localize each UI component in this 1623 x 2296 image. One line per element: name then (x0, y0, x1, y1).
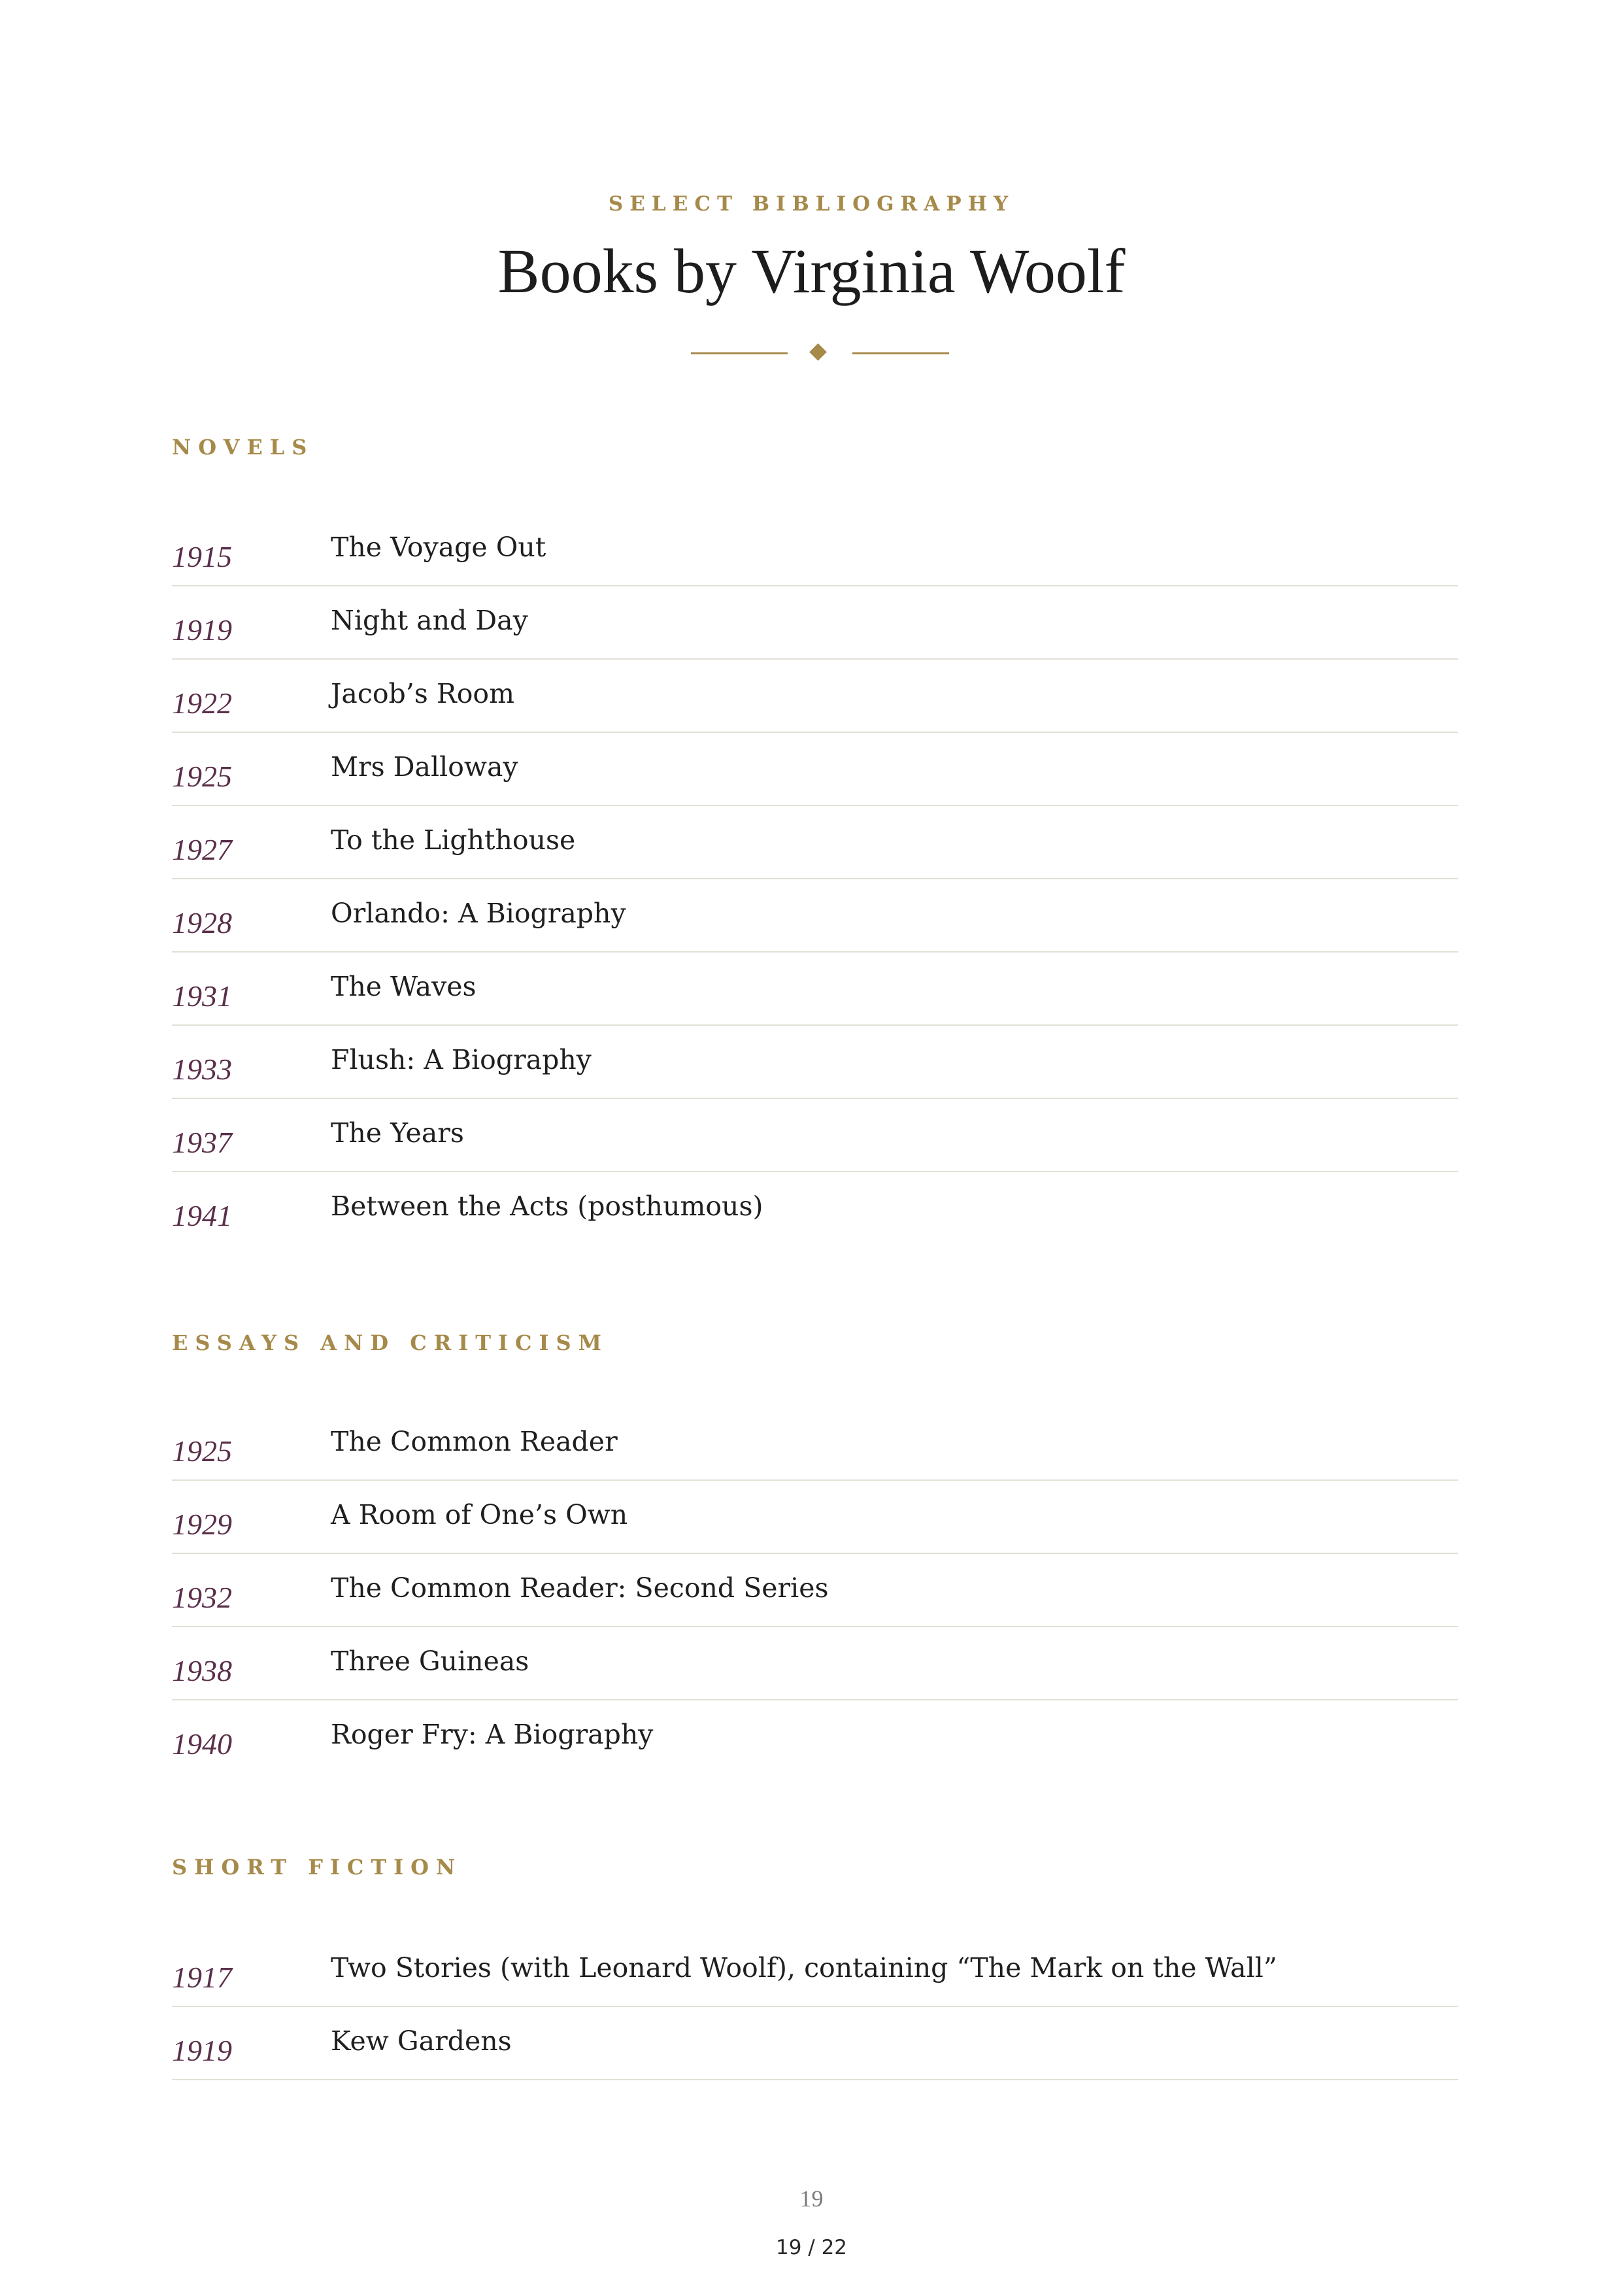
section-eyebrow: SELECT BIBLIOGRAPHY (608, 192, 1015, 216)
ornament-rule-left (691, 352, 788, 354)
entry-title: Mrs Dalloway (331, 751, 518, 783)
entry-year: 1932 (172, 1581, 232, 1614)
essays-list (172, 1408, 1458, 1774)
entry-title: The Common Reader (331, 1426, 618, 1457)
list-item (172, 1700, 1458, 1774)
list-item (172, 586, 1458, 660)
entry-title: A Room of One’s Own (331, 1499, 628, 1530)
list-item (172, 2007, 1458, 2080)
list-item (172, 953, 1458, 1026)
entry-title: Three Guineas (331, 1646, 529, 1677)
entry-year: 1915 (172, 540, 232, 573)
entry-title: Night and Day (331, 605, 528, 636)
entry-title: Between the Acts (posthumous) (331, 1190, 763, 1222)
entry-title: The Years (331, 1117, 464, 1149)
entry-year: 1940 (172, 1727, 232, 1761)
entry-title: The Voyage Out (331, 532, 546, 563)
entry-title: The Common Reader: Second Series (331, 1572, 829, 1604)
list-item (172, 1554, 1458, 1627)
entry-title: The Waves (331, 971, 477, 1002)
list-item (172, 879, 1458, 953)
list-item (172, 660, 1458, 733)
entry-year: 1917 (172, 1961, 232, 1994)
page-title: Books by Virginia Woolf (497, 236, 1126, 306)
list-item (172, 1026, 1458, 1099)
entry-year: 1925 (172, 760, 232, 793)
title-ornament (0, 343, 1623, 363)
diamond-icon (809, 343, 827, 361)
entry-year: 1937 (172, 1126, 232, 1159)
entry-year: 1922 (172, 686, 232, 720)
page-count-indicator: 19 / 22 (775, 2236, 848, 2259)
entry-title: Roger Fry: A Biography (331, 1719, 654, 1750)
list-item (172, 1481, 1458, 1554)
list-item (172, 1172, 1458, 1245)
entry-title: To the Lighthouse (331, 824, 576, 856)
list-item (172, 1934, 1458, 2007)
entry-title: Flush: A Biography (331, 1044, 592, 1075)
entry-title: Jacob’s Room (331, 678, 514, 709)
page-number: 19 (799, 2186, 824, 2212)
section-heading-novels: NOVELS (172, 435, 314, 460)
entry-year: 1928 (172, 906, 232, 939)
entry-year: 1933 (172, 1053, 232, 1086)
entry-year: 1931 (172, 979, 232, 1013)
entry-year: 1919 (172, 613, 232, 647)
list-item (172, 513, 1458, 586)
entry-year: 1929 (172, 1508, 232, 1541)
entry-year: 1919 (172, 2034, 232, 2067)
list-item (172, 1408, 1458, 1481)
list-item (172, 1627, 1458, 1700)
entry-title: Two Stories (with Leonard Woolf), containing “The Mark on the Wall” (331, 1952, 1277, 1984)
novels-list (172, 513, 1458, 1245)
section-heading-short-fiction: SHORT FICTION (172, 1855, 463, 1880)
short-fiction-list (172, 1934, 1458, 2080)
list-item (172, 806, 1458, 879)
entry-year: 1941 (172, 1199, 232, 1232)
entry-title: Kew Gardens (331, 2025, 512, 2057)
list-item (172, 733, 1458, 806)
list-item (172, 1099, 1458, 1172)
entry-title: Orlando: A Biography (331, 898, 626, 929)
entry-year: 1927 (172, 833, 232, 866)
entry-year: 1938 (172, 1654, 232, 1687)
section-heading-essays: ESSAYS AND CRITICISM (172, 1330, 609, 1355)
ornament-rule-right (852, 352, 949, 354)
entry-year: 1925 (172, 1434, 232, 1468)
